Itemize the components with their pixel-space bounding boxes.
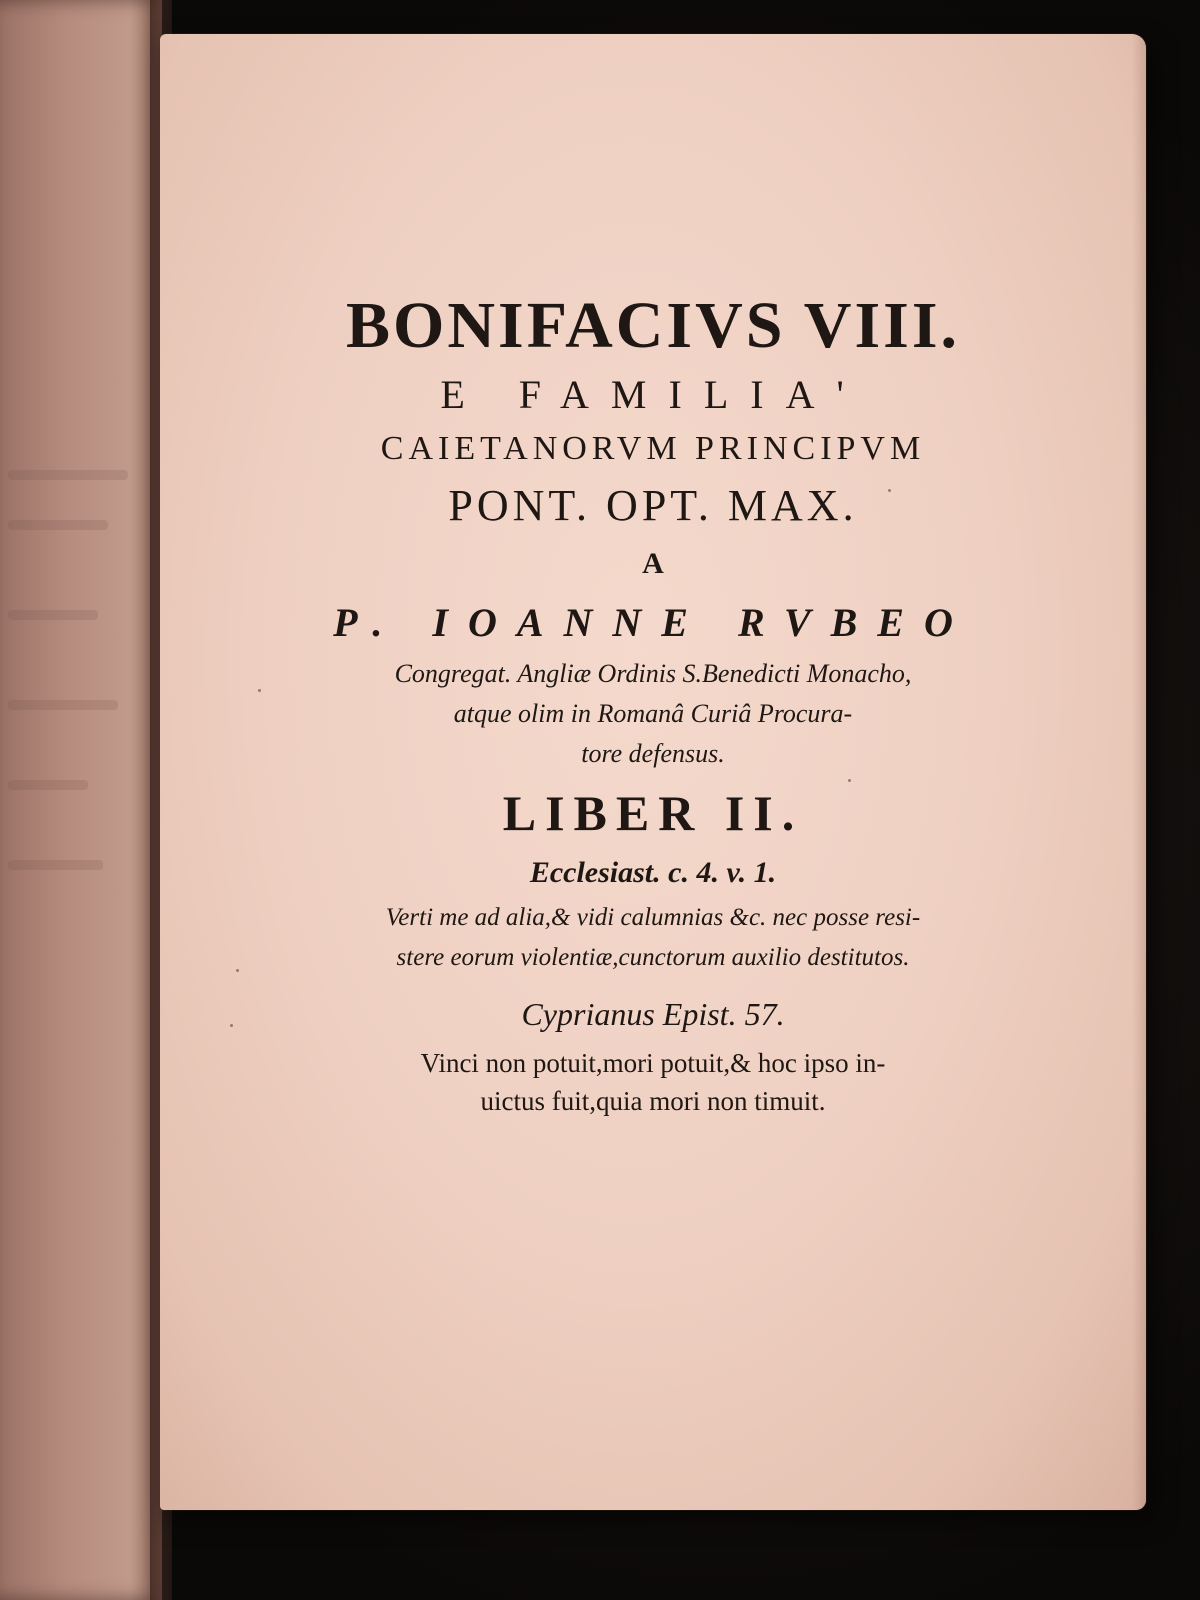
paper-speck <box>888 489 891 492</box>
author-description-line-3: tore defensus. <box>581 739 725 768</box>
author-name: P. IOANNE RVBEO <box>333 600 973 645</box>
title-page <box>160 34 1146 1510</box>
bleed-through-mark <box>8 860 103 870</box>
author-description-line-2: atque olim in Romanâ Curiâ Procura- <box>453 699 853 728</box>
papal-title-line: PONT. OPT. MAX. <box>448 481 858 530</box>
scripture-quote-line-1: Verti me ad alia,& vidi calumnias &c. nec posse resi- <box>385 904 921 931</box>
paper-speck <box>258 689 261 692</box>
author-description-line-1: Congregat. Angliæ Ordinis S.Benedicti Monacho, <box>394 659 912 688</box>
paper-speck <box>236 969 239 972</box>
scripture-reference: Ecclesiast. c. 4. v. 1. <box>529 856 777 889</box>
bleed-through-mark <box>8 520 108 530</box>
patristic-quote-line-1: Vinci non potuit,mori potuit,& hoc ipso in- <box>420 1048 886 1078</box>
house-line: CAIETANORVM PRINCIPVM <box>380 430 926 467</box>
page-edge-shadow <box>1132 34 1146 1510</box>
family-line: E FAMILIA' <box>440 372 866 417</box>
patristic-quote-line-2: uictus fuit,quia mori non timuit. <box>480 1086 826 1116</box>
patristic-reference: Cyprianus Epist. 57. <box>521 996 785 1032</box>
book-heading: LIBER II. <box>502 785 804 841</box>
bleed-through-mark <box>8 470 128 480</box>
paper-speck <box>230 1024 233 1027</box>
main-title: BONIFACIVS VIII. <box>345 289 961 362</box>
bleed-through-mark <box>8 700 118 710</box>
left-facing-page <box>0 0 162 1600</box>
scripture-quote-line-2: stere eorum violentiæ,cunctorum auxilio destitutos. <box>396 944 910 971</box>
title-page-text <box>200 284 1106 1120</box>
bleed-through-mark <box>8 610 98 620</box>
by-line: A <box>642 547 664 580</box>
paper-speck <box>848 779 851 782</box>
bleed-through-mark <box>8 780 88 790</box>
